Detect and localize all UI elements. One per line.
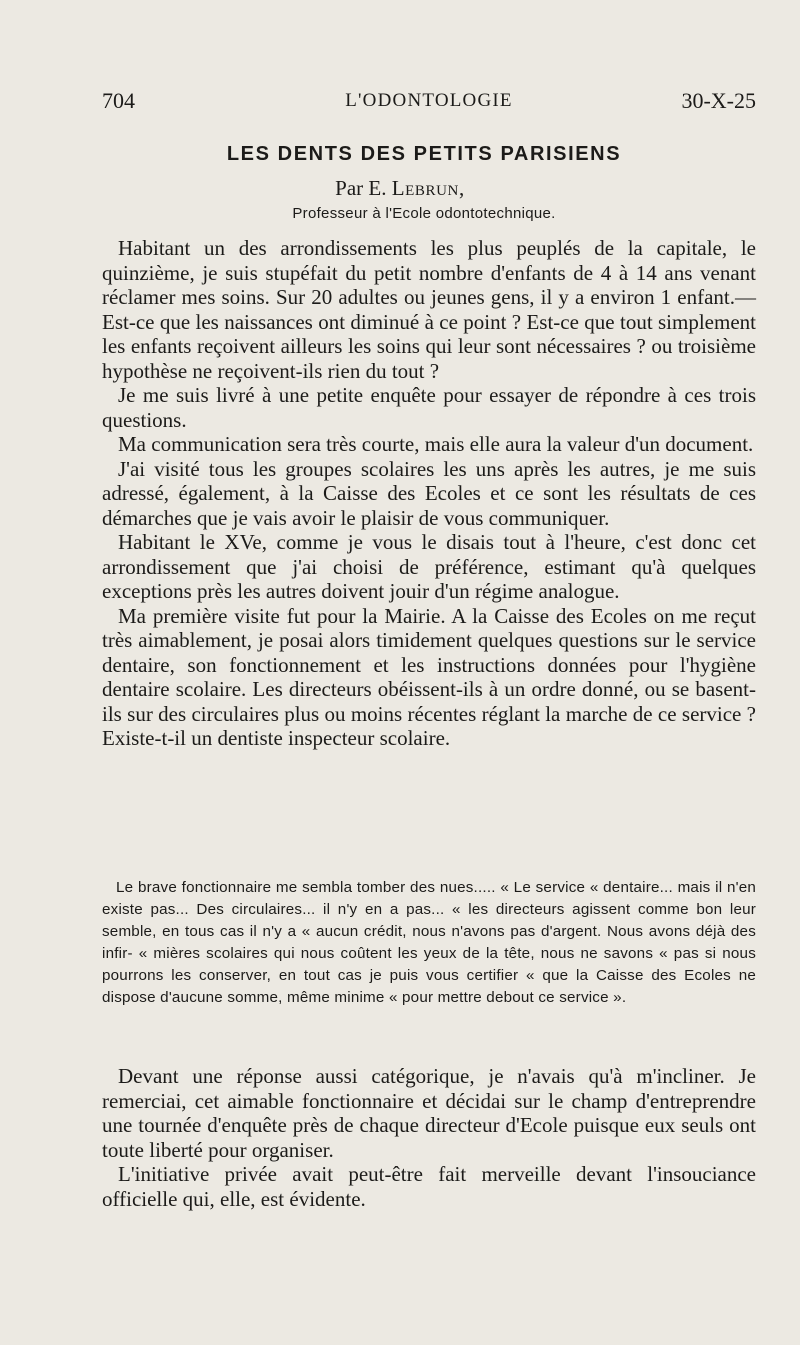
byline <box>0 176 800 201</box>
paragraph: Habitant un des arrondissements les plus peuplés de la capitale, le quinzième, je suis stupéfait du petit nombre d'enfants de 4 à 14 ans venant réclamer mes soins. Sur 20 adultes ou jeunes gens, il y a environ 1 enfant.— Est-ce que les naissances ont diminué à ce point ? Est-ce que tout simplement les enfants reçoivent ailleurs les soins qui leur sont nécessaires ? ou troisième hypothèse ne reçoivent-ils rien du tout ? <box>102 236 756 383</box>
article-title: LES DENTS DES PETITS PARISIENS <box>226 143 622 165</box>
running-header <box>102 88 756 118</box>
paragraph: Habitant le XVe, comme je vous le disais tout à l'heure, c'est donc cet arrondissement que j'ai choisi de préférence, estimant qu'à quelques exceptions près les autres doivent jouir d'un régime analogue. <box>102 530 756 603</box>
author-affiliation: Professeur à l'Ecole odontotechnique. <box>292 205 556 222</box>
paragraph: Devant une réponse aussi catégorique, je n'avais qu'à m'incliner. Je remerciai, cet aimable fonctionnaire et décidai sur le champ d'entreprendre une tournée d'enquête près de chaque directeur d'Ecole puisque eux seuls ont toute liberté pour organiser. <box>102 1064 756 1162</box>
paragraph: Je me suis livré à une petite enquête pour essayer de répondre à ces trois questions. <box>102 383 756 432</box>
quoted-passage <box>102 877 756 1009</box>
page-number: 704 <box>102 88 135 113</box>
author-name: Lebrun, <box>391 176 465 200</box>
paragraph: Ma première visite fut pour la Mairie. A la Caisse des Ecoles on me reçut très aimablement, je posai alors timidement quelques questions sur le service dentaire, son fonctionnement et les instructions données pour l'hygiène dentaire scolaire. Les directeurs obéissent-ils à un ordre donné, ou se basent-ils sur des circulaires plus ou moins récentes réglant la marche de ce service ? Existe-t-il un dentiste inspecteur scolaire. <box>102 603 756 750</box>
byline-prefix: Par E. <box>335 176 392 200</box>
issue-date: 30-X-25 <box>681 88 756 113</box>
paragraph: Ma communication sera très courte, mais elle aura la valeur d'un document. <box>118 432 754 456</box>
article-body-continued <box>102 1064 756 1211</box>
paragraph: L'initiative privée avait peut-être fait merveille devant l'insouciance officielle qui, elle, est évidente. <box>102 1162 756 1211</box>
quote-text: Le brave fonctionnaire me sembla tomber des nues..... « Le service « dentaire... mais il n'en existe pas... Des circulaires... il n'y en a pas... « les directeurs agissent comme bon leur semble, en tous cas il n'y a « aucun crédit, nous n'avons pas d'argent. Nous avons déjà des infir- « mières scolaires qui nous coûtent les yeux de la tête, nous ne savons « pas si nous pourrons les conserver, en tout cas je puis vous certifier « que la Caisse des Ecoles ne dispose d'aucune somme, même minime « pour mettre debout ce service ». <box>102 879 756 1006</box>
journal-title: L'ODONTOLOGIE <box>345 90 513 111</box>
paragraph: J'ai visité tous les groupes scolaires les uns après les autres, je me suis adressé, également, à la Caisse des Ecoles et ce sont les résultats de ces démarches que je vais avoir le plaisir de vous communiquer. <box>102 456 756 530</box>
article-body <box>102 236 756 751</box>
